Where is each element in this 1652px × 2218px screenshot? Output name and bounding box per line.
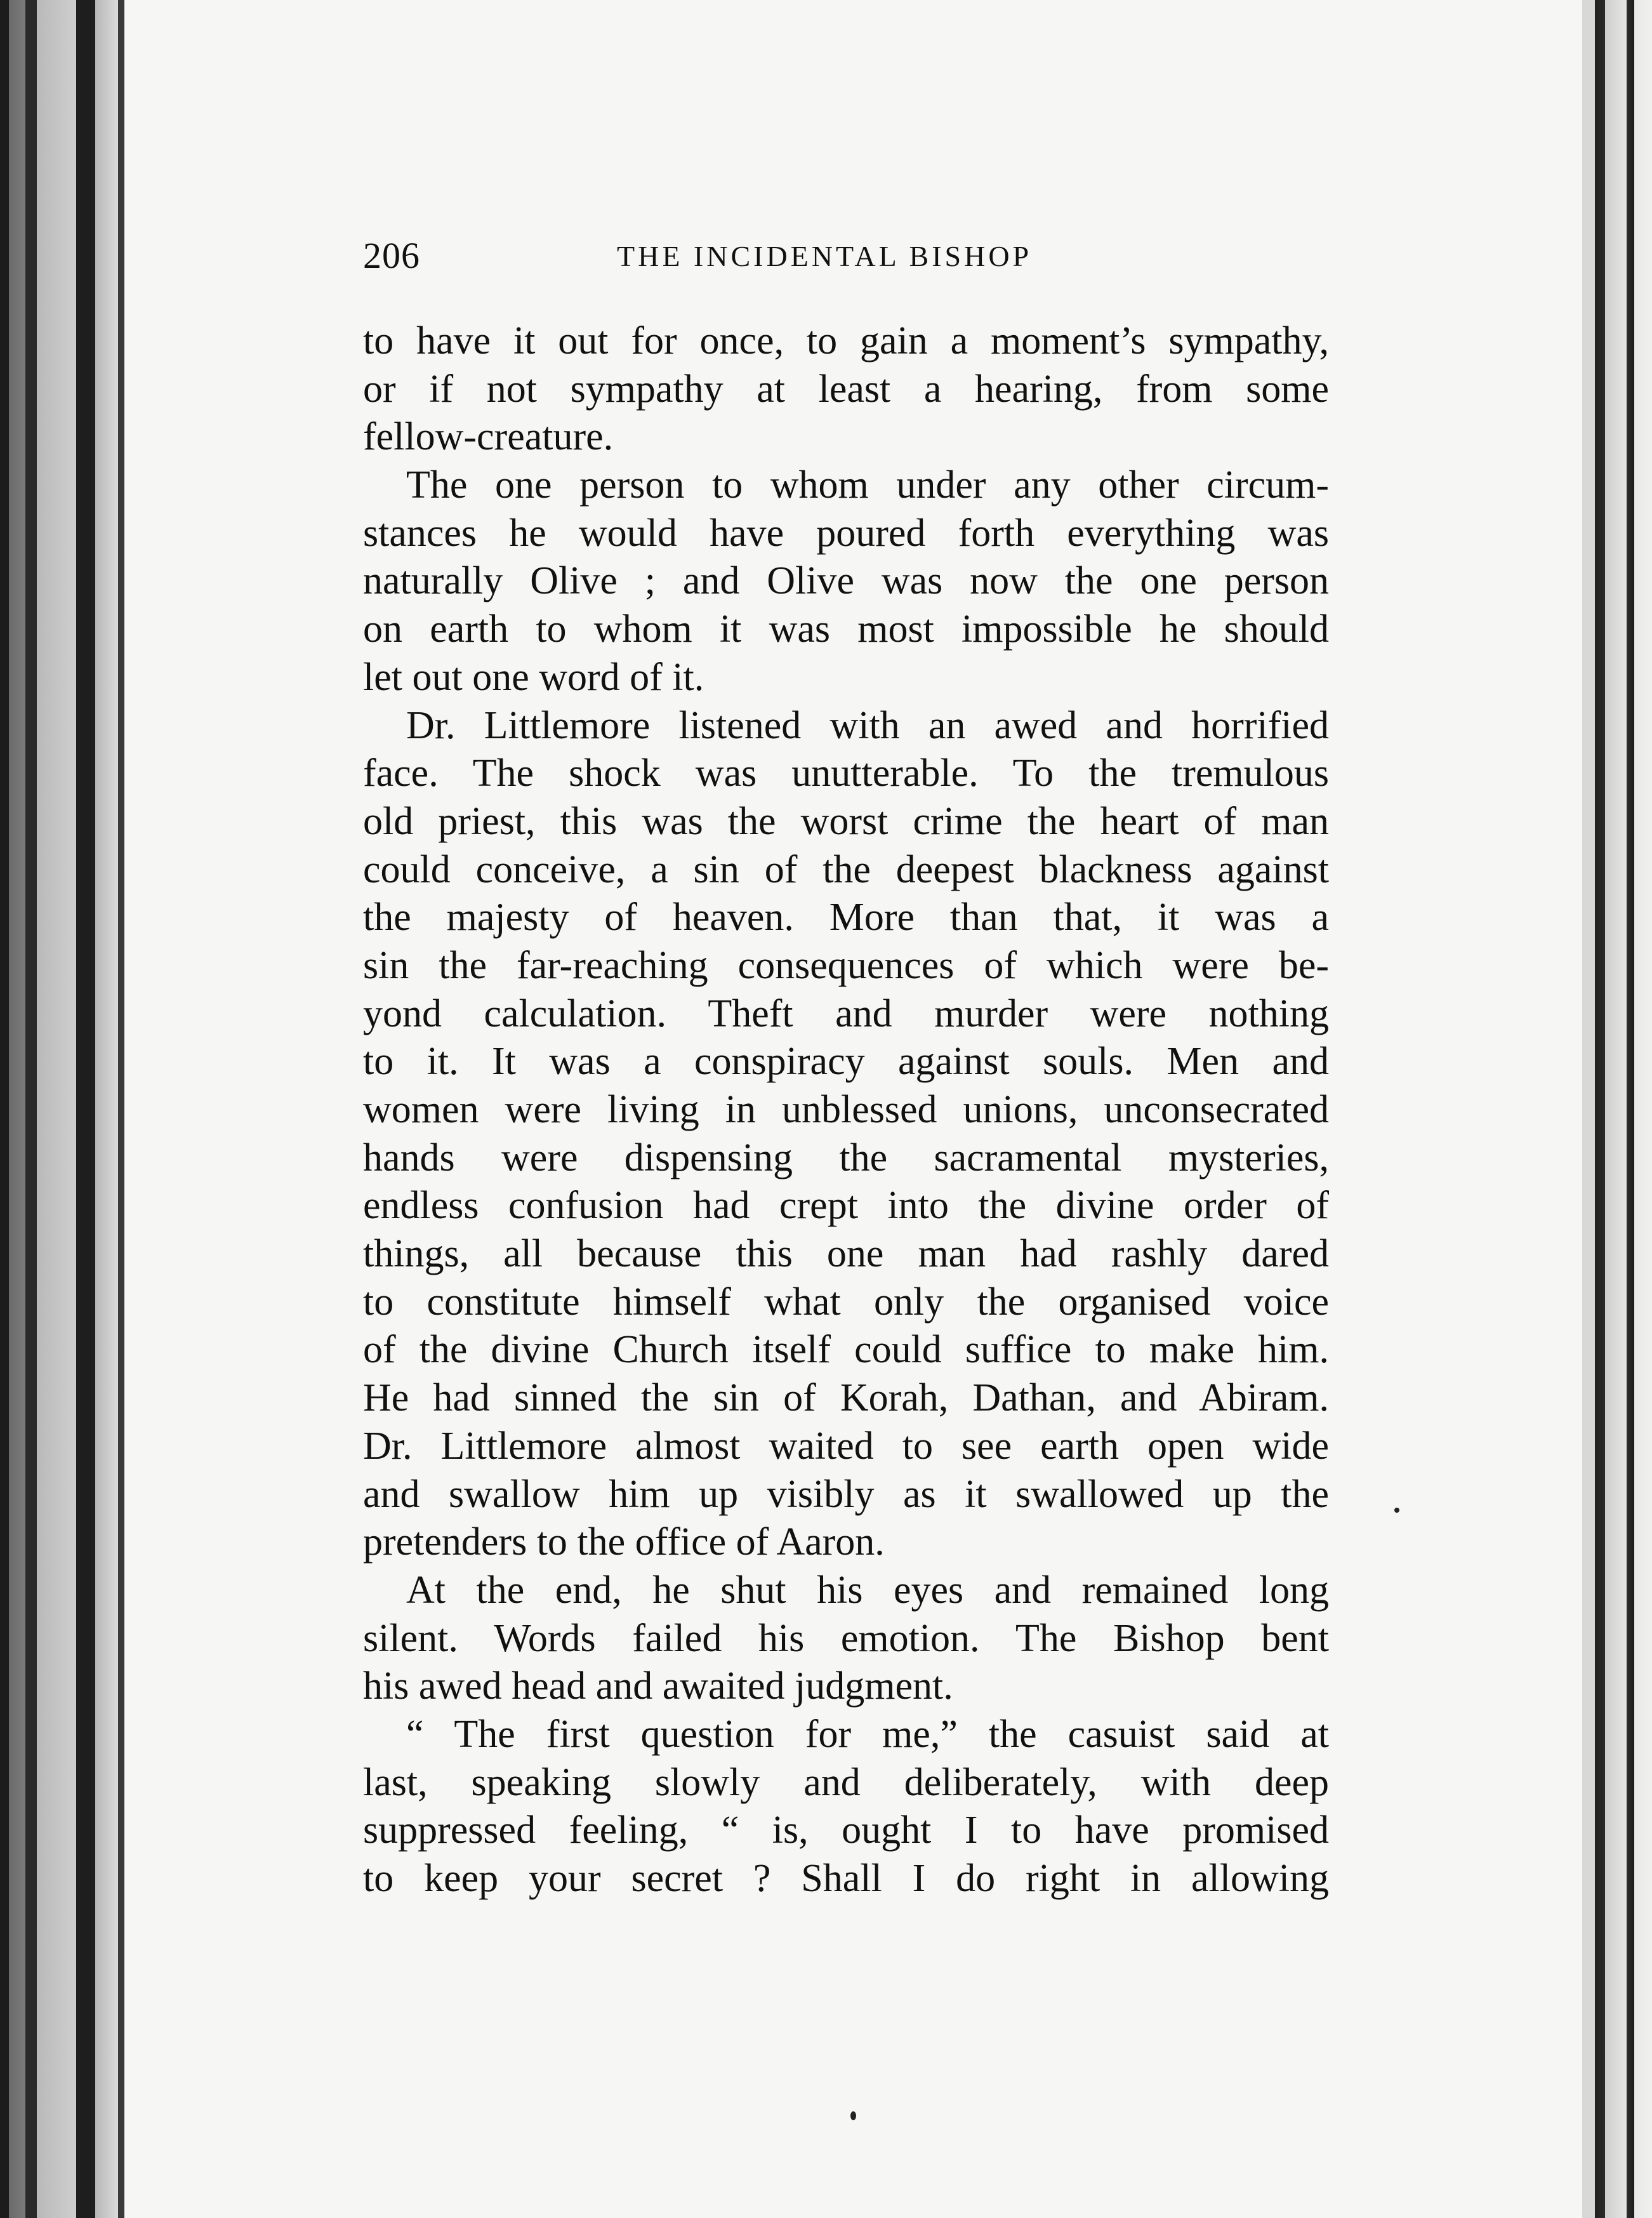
text-line: let out one word of it. — [363, 655, 704, 699]
text-line: to constitute himself what only the organised voice — [363, 1280, 1329, 1324]
text-line: endless confusion had crept into the divine order of — [363, 1184, 1329, 1228]
text-line: stances he would have poured forth everything was — [363, 511, 1329, 555]
text-line: silent. Words failed his emotion. The Bishop bent — [363, 1616, 1329, 1660]
text-line: to have it out for once, to gain a moment’s sympathy, — [363, 319, 1329, 362]
text-line: He had sinned the sin of Korah, Dathan, and Abiram. — [363, 1376, 1329, 1420]
text-line: the majesty of heaven. More than that, it was a — [363, 896, 1329, 940]
text-line: on earth to whom it was most impossible he should — [363, 608, 1329, 651]
text-line: Dr. Littlemore listened with an awed and horrified — [406, 703, 1329, 747]
text-line: Dr. Littlemore almost waited to see earth open wide — [363, 1424, 1329, 1468]
text-line: naturally Olive ; and Olive was now the one person — [363, 559, 1329, 603]
text-line: “ The first question for me,” the casuist said at — [406, 1712, 1329, 1756]
page-edge-shadow — [1582, 0, 1652, 2218]
text-line: suppressed feeling, “ is, ought I to have promised — [363, 1809, 1329, 1852]
book-binding-edge — [0, 0, 121, 2218]
text-line: his awed head and awaited judgment. — [363, 1664, 953, 1708]
body-text — [363, 317, 1329, 1903]
text-line: could conceive, a sin of the deepest blackness against — [363, 847, 1329, 891]
text-line: women were living in unblessed unions, unconsecrated — [363, 1088, 1329, 1131]
text-line: last, speaking slowly and deliberately, with deep — [363, 1760, 1329, 1804]
text-line: to it. It was a conspiracy against souls. Men and — [363, 1040, 1329, 1084]
text-line: to keep your secret ? Shall I do right in allowing — [363, 1857, 1329, 1900]
page-number: 206 — [363, 235, 420, 276]
text-line: hands were dispensing the sacramental mysteries, — [363, 1136, 1329, 1179]
ink-speck — [850, 2111, 856, 2120]
ink-speck — [1394, 1508, 1399, 1513]
text-line: face. The shock was unutterable. To the tremulous — [363, 752, 1329, 795]
text-line: yond calculation. Theft and murder were nothing — [363, 992, 1329, 1035]
binding-shadow — [118, 0, 124, 2218]
running-title: THE INCIDENTAL BISHOP — [617, 240, 1033, 272]
text-line: The one person to whom under any other circum- — [406, 463, 1329, 507]
text-line: things, all because this one man had rashly dared — [363, 1232, 1329, 1276]
text-line: fellow-creature. — [363, 415, 614, 459]
text-line: sin the far-reaching consequences of which were be- — [363, 943, 1329, 987]
text-line: pretenders to the office of Aaron. — [363, 1520, 885, 1564]
text-line: At the end, he shut his eyes and remained long — [406, 1568, 1329, 1612]
text-line: of the divine Church itself could suffice to make him. — [363, 1328, 1329, 1372]
text-line: old priest, this was the worst crime the heart of man — [363, 799, 1329, 843]
text-line: and swallow him up visibly as it swallowed up the — [363, 1472, 1329, 1516]
text-line: or if not sympathy at least a hearing, from some — [363, 367, 1329, 411]
running-head — [363, 234, 1328, 278]
